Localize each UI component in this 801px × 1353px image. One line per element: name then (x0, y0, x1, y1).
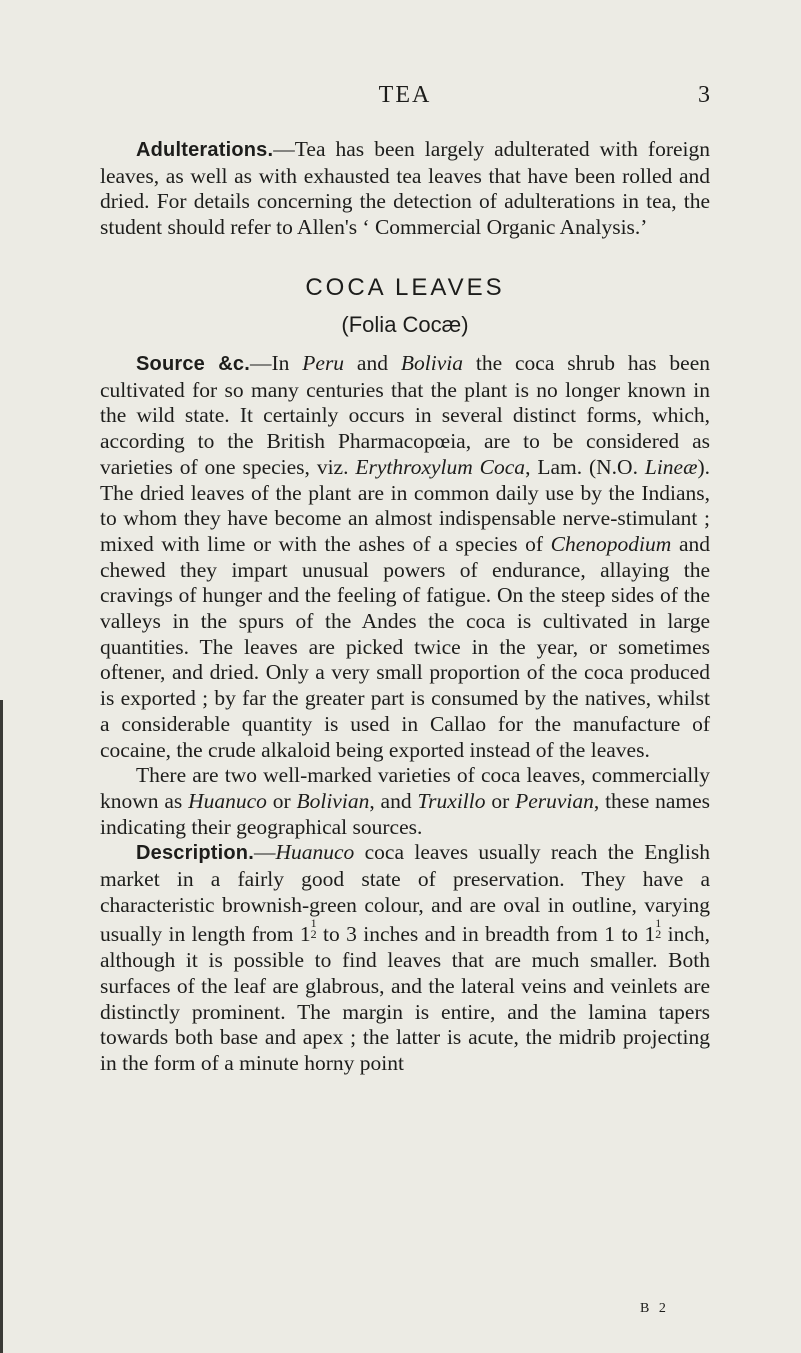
description-text-2: to 3 inches and in breadth from 1 to 1 (316, 922, 656, 947)
bolivian-variety: Bolivian (296, 788, 370, 813)
page-edge-shadow (0, 700, 3, 1353)
source-paragraph (100, 351, 710, 763)
adulterations-heading: Adulterations. (136, 139, 274, 161)
varieties-text-2: , these names indicating their geographical sources. (100, 788, 710, 839)
section-subtitle: (Folia Cocæ) (341, 312, 469, 337)
description-text-1: coca leaves usually reach the English market in a fairly good state of preservation. They have a characteristic brownish-green colour, and are oval in outline, varying usually in length from 1 (100, 840, 710, 947)
description-heading: Description. (136, 842, 254, 865)
section-title: COCA LEAVES (305, 274, 505, 301)
description-paragraph (100, 840, 710, 1076)
source-and: and (344, 351, 401, 375)
running-title: TEA (378, 82, 432, 108)
fraction-denominator: 2 (655, 927, 662, 942)
main-text (100, 351, 710, 1077)
description-huanuco: Huanuco (275, 840, 355, 865)
signature-mark: B 2 (640, 1301, 669, 1316)
varieties-text-1: There are two well-marked varieties of coca leaves, commercially known as (100, 763, 710, 813)
source-text-1: the coca shrub has been cultivated for so many centuries that the plant is no longer known in the wild state. It certainly occurs in several distinct forms, which, according to the British Pharmacopœia, are to be considered as varieties of one species, viz. (100, 351, 710, 479)
description-dash: — (253, 840, 276, 865)
varieties-paragraph (100, 763, 710, 840)
source-text-2: , Lam. (N.O. (525, 454, 645, 479)
bolivia-text: Bolivia (400, 351, 463, 375)
page-number: 3 (698, 82, 710, 108)
source-text-3: ). The dried leaves of the plant are in common daily use by the Indians, to whom they have become an almost indispensable nerve-stimulant ; mixed with lime or with the ashes of a species of (100, 454, 710, 556)
peruvian-variety: Peruvian (515, 788, 594, 813)
huanuco-variety: Huanuco (188, 788, 267, 813)
source-heading: Source &c. (136, 353, 250, 375)
fraction-denominator: 2 (310, 927, 317, 942)
varieties-or-2: or (485, 788, 516, 813)
truxillo-variety: Truxillo (417, 788, 486, 813)
adulterations-text: —Tea has been largely adulterated with foreign leaves, as well as with exhausted tea leaves that have been rolled and dried. For details concerning the detection of adulterations in tea, the student should refer to Allen's ‘ Commercial Organic Analysis.’ (100, 137, 710, 240)
varieties-and: , and (369, 788, 418, 813)
genus-name: Chenopodium (550, 531, 672, 556)
running-head (100, 82, 710, 110)
adulterations-paragraph (100, 137, 710, 241)
source-text-4: and chewed they impart unusual powers of endurance, allaying the cravings of hunger and the feeling of fatigue. On the steep sides of the valleys in the spurs of the Andes the coca is cultivated in large quantities. The leaves are picked twice in the year, or sometimes oftener, and dried. Only a very small proportion of the coca produced is exported ; by far the greater part is consumed by the natives, whilst a considerable quantity is used in Callao for the manufacture of cocaine, the crude alkaloid being exported instead of the leaves. (100, 531, 710, 762)
varieties-or-1: or (266, 788, 297, 813)
peru-text: Peru (302, 351, 345, 375)
fraction-numerator: 1 (310, 916, 317, 931)
species-name: Erythroxylum Coca (355, 454, 526, 479)
fraction-numerator: 1 (655, 916, 662, 931)
order-name: Lineæ (644, 454, 698, 479)
source-dash: —In (249, 351, 303, 375)
description-text-3: inch, although it is possible to find leaves that are much smaller. Both surfaces of the leaf are glabrous, and the lateral veins and veinlets are distinctly prominent. The margin is entire, and the lamina tapers towards both base and apex ; the latter is acute, the midrib projecting in the form of a minute horny point (100, 922, 710, 1075)
